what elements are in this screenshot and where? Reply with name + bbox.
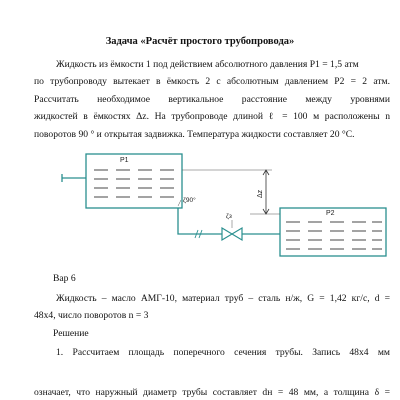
variant-statement (34, 290, 390, 325)
valve-icon (222, 228, 242, 240)
dz-label: Δz (257, 189, 264, 198)
tank-2-label: P2 (326, 210, 335, 217)
tank-1-label: P1 (120, 157, 129, 164)
problem-line-5: поворотов 90 ° и открытая задвижка. Температура жидкости составляет 20 °С. (34, 128, 355, 140)
solution-line-cut (34, 384, 390, 400)
page-title: Задача «Расчёт простого трубопровода» (105, 36, 295, 47)
problem-line-1: Жидкость из ёмкости 1 под действием абсолютного давления P1 = 1,5 атм (56, 59, 359, 70)
valve-label: ζз (226, 213, 232, 220)
tank-1-liquid (94, 170, 174, 197)
outlet-pipe (178, 208, 222, 234)
problem-line-3: Рассчитать необходимое вертикальное расстояние между уровнями (34, 93, 390, 105)
solution-line-1: 1. Рассчитаем площадь поперечного сечения трубы. Запись 48х4 мм (56, 347, 390, 358)
problem-line-4: жидкостей в ёмкостях Δz. На трубопроводе длиной ℓ = 100 м расположены n (34, 111, 390, 123)
pipeline-diagram (50, 148, 390, 260)
problem-statement (34, 56, 390, 143)
variant-line-1: Жидкость – масло АМГ-10, материал труб – сталь н/ж, G = 1,42 кг/с, d = (56, 293, 390, 304)
problem-line-2: по трубопроводу вытекает в ёмкость 2 с абсолютным давлением P2 = 2 атм. (34, 76, 390, 88)
solution-heading: Решение (53, 328, 89, 339)
variant-line-2: 48х4, число поворотов n = 3 (34, 310, 149, 322)
variant-label: Вар 6 (53, 273, 76, 284)
tank-1 (86, 154, 182, 208)
solution-text (34, 344, 390, 361)
tank-2-liquid (286, 222, 382, 249)
solution-line-2: означает, что наружный диаметр трубы составляет dн = 48 мм, а толщина δ = (34, 387, 390, 398)
bend-leader (178, 200, 181, 206)
bend-label: ζ90° (183, 197, 196, 204)
